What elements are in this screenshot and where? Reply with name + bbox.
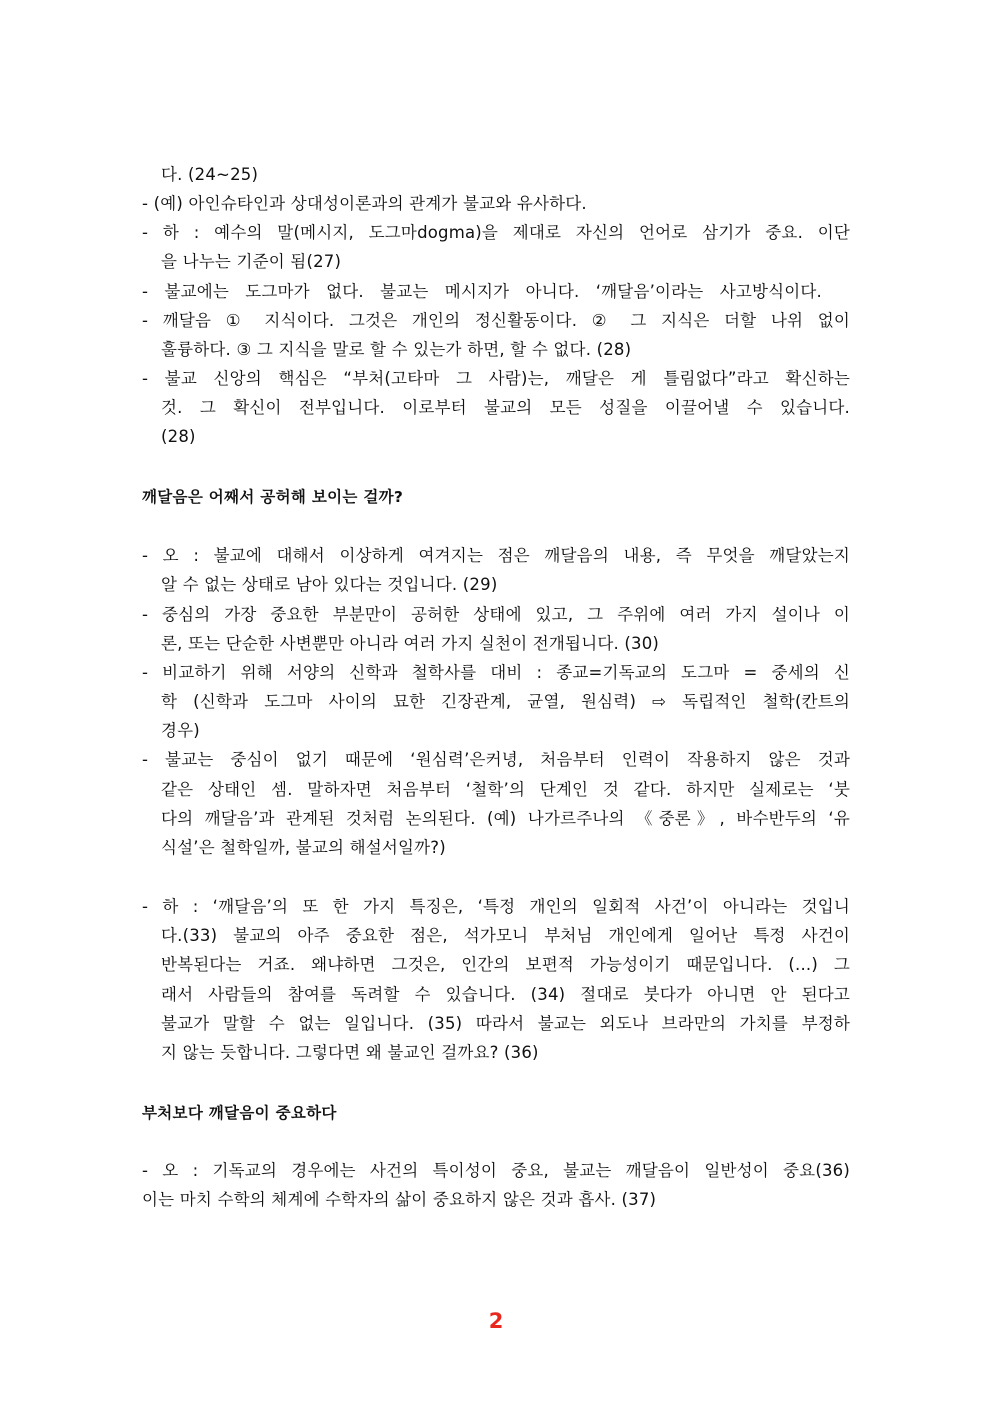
text-line: 론, 또는 단순한 사변뿐만 아니라 여러 가지 실천이 전개됩니다. (30) bbox=[161, 634, 660, 653]
text-line: - (예) 아인슈타인과 상대성이론과의 관계가 불교와 유사하다. bbox=[142, 194, 587, 213]
text-line: - 비교하기 위해 서양의 신학과 철학사를 대비 : 종교=기독교의 도그마 = 중세의 신 bbox=[142, 663, 850, 682]
text-line: (28) bbox=[161, 427, 196, 446]
text-line: - 오 : 기독교의 경우에는 사건의 특이성이 중요, 불교는 깨달음이 일반성이 중요(36) bbox=[142, 1161, 850, 1180]
text-line: 반복된다는 거죠. 왜냐하면 그것은, 인간의 보편적 가능성이기 때문입니다. (...) 그 bbox=[161, 955, 850, 974]
text-line: 것. 그 확신이 전부입니다. 이로부터 불교의 모든 성질을 이끌어낼 수 있습니다. bbox=[161, 398, 850, 417]
page-number: 2 bbox=[488, 1309, 504, 1333]
section-heading: 부처보다 깨달음이 중요하다 bbox=[142, 1104, 337, 1122]
text-line: - 불교에는 도그마가 없다. 불교는 메시지가 아니다. ‘깨달음’이라는 사고방식이다. bbox=[142, 282, 822, 301]
text-line: 알 수 없는 상태로 남아 있다는 것입니다. (29) bbox=[161, 575, 498, 594]
text-line: 래서 사람들의 참여를 독려할 수 있습니다. (34) 절대로 붓다가 아니면 안 된다고 bbox=[161, 985, 850, 1004]
text-line: 지 않는 듯합니다. 그렇다면 왜 불교인 걸까요? (36) bbox=[161, 1043, 539, 1062]
text-line: - 깨달음 ① 지식이다. 그것은 개인의 정신활동이다. ② 그 지식은 더할 나위 없이 bbox=[142, 311, 850, 330]
text-line: - 중심의 가장 중요한 부분만이 공허한 상태에 있고, 그 주위에 여러 가지 설이나 이 bbox=[142, 605, 850, 624]
text-line: 다. (24~25) bbox=[161, 165, 259, 184]
text-line: 이는 마치 수학의 체계에 수학자의 삶이 중요하지 않은 것과 흡사. (37) bbox=[142, 1190, 657, 1209]
text-line: 불교가 말할 수 없는 일입니다. (35) 따라서 불교는 외도나 브라만의 가치를 부정하 bbox=[161, 1014, 850, 1033]
text-line: 같은 상태인 셈. 말하자면 처음부터 ‘철학’의 단계인 것 같다. 하지만 실제로는 ‘붓 bbox=[161, 780, 850, 799]
text-line: 경우) bbox=[161, 721, 200, 740]
text-line: 학 (신학과 도그마 사이의 묘한 긴장관계, 균열, 원심력) ⇨ 독립적인 철학(칸트의 bbox=[161, 692, 850, 711]
section-heading: 깨달음은 어째서 공허해 보이는 걸까? bbox=[142, 488, 404, 506]
text-line: 훌륭하다. ③ 그 지식을 말로 할 수 있는가 하면, 할 수 없다. (28) bbox=[161, 340, 632, 359]
text-line: - 하 : ‘깨달음’의 또 한 가지 특징은, ‘특정 개인의 일회적 사건’이 아니라는 것입니 bbox=[142, 897, 850, 916]
text-line: 식설’은 철학일까, 불교의 해설서일까?) bbox=[161, 838, 446, 857]
text-line: - 오 : 불교에 대해서 이상하게 여겨지는 점은 깨달음의 내용, 즉 무엇을 깨달았는지 bbox=[142, 546, 850, 565]
text-line: - 불교는 중심이 없기 때문에 ‘원심력’은커녕, 처음부터 인력이 작용하지 않은 것과 bbox=[142, 750, 850, 769]
text-line: 을 나누는 기준이 됨(27) bbox=[161, 252, 342, 271]
text-line: - 불교 신앙의 핵심은 “부처(고타마 그 사람)는, 깨달은 게 틀림없다”라고 확신하는 bbox=[142, 369, 850, 388]
text-line: 다의 깨달음’과 관계된 것처럼 논의된다. (예) 나가르주나의 《중론》, 바수반두의 ‘유 bbox=[161, 809, 850, 828]
text-line: 다.(33) 불교의 아주 중요한 점은, 석가모니 부처님 개인에게 일어난 특정 사건이 bbox=[161, 926, 850, 945]
text-line: - 하 : 예수의 말(메시지, 도그마dogma)을 제대로 자신의 언어로 삼기가 중요. 이단 bbox=[142, 223, 850, 242]
